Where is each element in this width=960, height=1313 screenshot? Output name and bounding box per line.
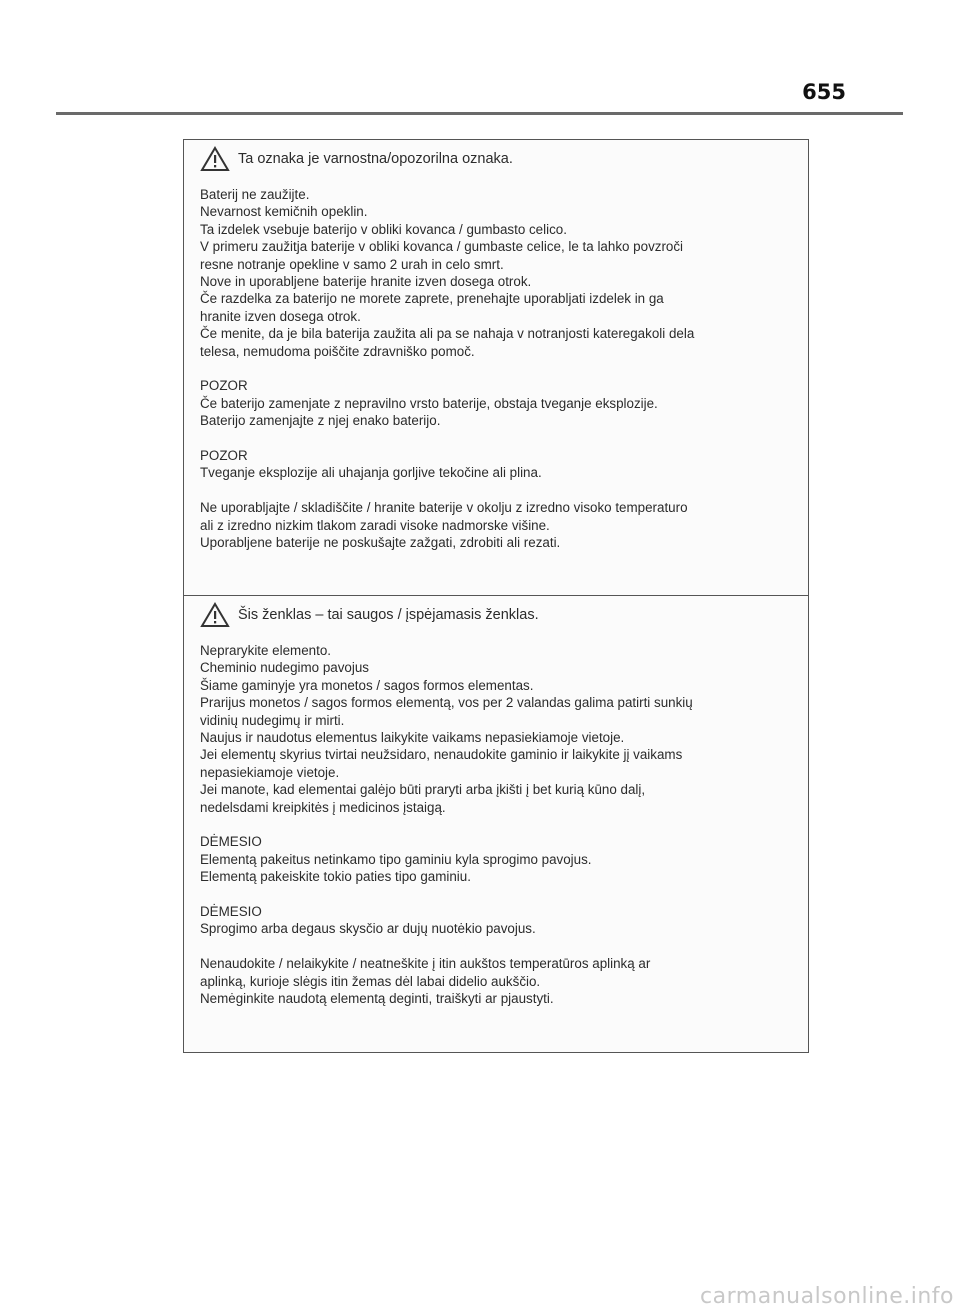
text-line: Cheminio nudegimo pavojus (200, 660, 369, 676)
warning-section-lithuanian (184, 596, 808, 1052)
section-body (200, 186, 796, 551)
section-body (200, 642, 796, 1007)
warning-triangle-icon (200, 602, 230, 628)
text-line: Če baterijo zamenjate z nepravilno vrsto baterije, obstaja tveganje eksplozije. (200, 395, 658, 411)
paragraph-gap (200, 430, 796, 447)
text-line: telesa, nemudoma poiščite zdravniško pomoč. (200, 343, 475, 359)
text-line: Elementą pakeitus netinkamo tipo gaminiu kyla sprogimo pavojus. (200, 851, 592, 867)
text-line: Naujus ir naudotus elementus laikykite vaikams nepasiekiamoje vietoje. (200, 730, 625, 746)
text-line: Ta izdelek vsebuje baterijo v obliki kovanca / gumbasto celico. (200, 221, 567, 237)
section-heading-row (200, 146, 513, 172)
text-line: Če menite, da je bila baterija zaužita ali pa se nahaja v notranjosti kateregakoli dela (200, 326, 695, 342)
text-line: Tveganje eksplozije ali uhajanja gorljive tekočine ali plina. (200, 465, 542, 481)
section-heading-row (200, 602, 539, 628)
text-line: Jei manote, kad elementai galėjo būti praryti arba įkišti į bet kurią kūno dalį, (200, 782, 646, 798)
text-line: nedelsdami kreipkitės į medicinos įstaigą. (200, 799, 446, 815)
watermark: carmanualsonline.info (700, 1284, 954, 1309)
text-line: Nove in uporabljene baterije hranite izven dosega otrok. (200, 274, 532, 290)
page-number: 655 (802, 80, 846, 104)
text-line: DĖMESIO (200, 834, 262, 850)
text-line: POZOR (200, 378, 248, 394)
text-line: aplinką, kurioje slėgis itin žemas dėl labai didelio aukščio. (200, 973, 541, 989)
text-line: Nemėginkite naudotą elementą deginti, traiškyti ar pjaustyti. (200, 991, 554, 1007)
warning-section-slovenian (184, 140, 808, 596)
paragraph-gap (200, 360, 796, 377)
paragraph-gap (200, 938, 796, 955)
text-line: Neprarykite elemento. (200, 643, 331, 658)
text-line: Jei elementų skyrius tvirtai neužsidaro, nenaudokite gaminio ir laikykite jį vaikams (200, 747, 683, 763)
text-line: Nenaudokite / nelaikykite / neatneškite į itin aukštos temperatūros aplinką ar (200, 956, 651, 972)
text-line: Prarijus monetos / sagos formos elementą, vos per 2 valandas galima patirti sunkių (200, 695, 693, 711)
text-line: ali z izredno nizkim tlakom zaradi visoke nadmorske višine. (200, 517, 550, 533)
text-line: Šiame gaminyje yra monetos / sagos formos elementas. (200, 677, 534, 693)
text-line: Uporabljene baterije ne poskušajte zažgati, zdrobiti ali rezati. (200, 535, 561, 551)
paragraph-gap (200, 482, 796, 499)
section-heading: Šis ženklas – tai saugos / įspėjamasis ženklas. (238, 607, 539, 623)
warning-triangle-icon (200, 146, 230, 172)
text-line: Sprogimo arba degaus skysčio ar dujų nuotėkio pavojus. (200, 921, 536, 937)
text-line: nepasiekiamoje vietoje. (200, 764, 340, 780)
text-line: Elementą pakeiskite tokio paties tipo gaminiu. (200, 869, 471, 885)
text-line: Ne uporabljajte / skladiščite / hranite baterije v okolju z izredno visoko temperaturo (200, 500, 688, 516)
paragraph-gap (200, 886, 796, 903)
text-line: Če razdelka za baterijo ne morete zaprete, prenehajte uporabljati izdelek in ga (200, 291, 664, 307)
text-line: POZOR (200, 448, 248, 464)
text-line: resne notranje opekline v samo 2 urah in celo smrt. (200, 256, 504, 272)
text-line: vidinių nudegimų ir mirti. (200, 712, 345, 728)
text-line: DĖMESIO (200, 904, 262, 920)
paragraph-gap (200, 816, 796, 833)
section-heading: Ta oznaka je varnostna/opozorilna oznaka. (238, 151, 513, 167)
text-line: V primeru zaužitja baterije v obliki kovanca / gumbaste celice, le ta lahko povzroči (200, 239, 684, 255)
text-line: hranite izven dosega otrok. (200, 308, 361, 324)
header-rule (56, 112, 903, 115)
warning-box (183, 139, 809, 1053)
text-line: Baterijo zamenjajte z njej enako baterijo. (200, 413, 441, 429)
text-line: Baterij ne zaužijte. (200, 187, 310, 202)
text-line: Nevarnost kemičnih opeklin. (200, 204, 368, 220)
